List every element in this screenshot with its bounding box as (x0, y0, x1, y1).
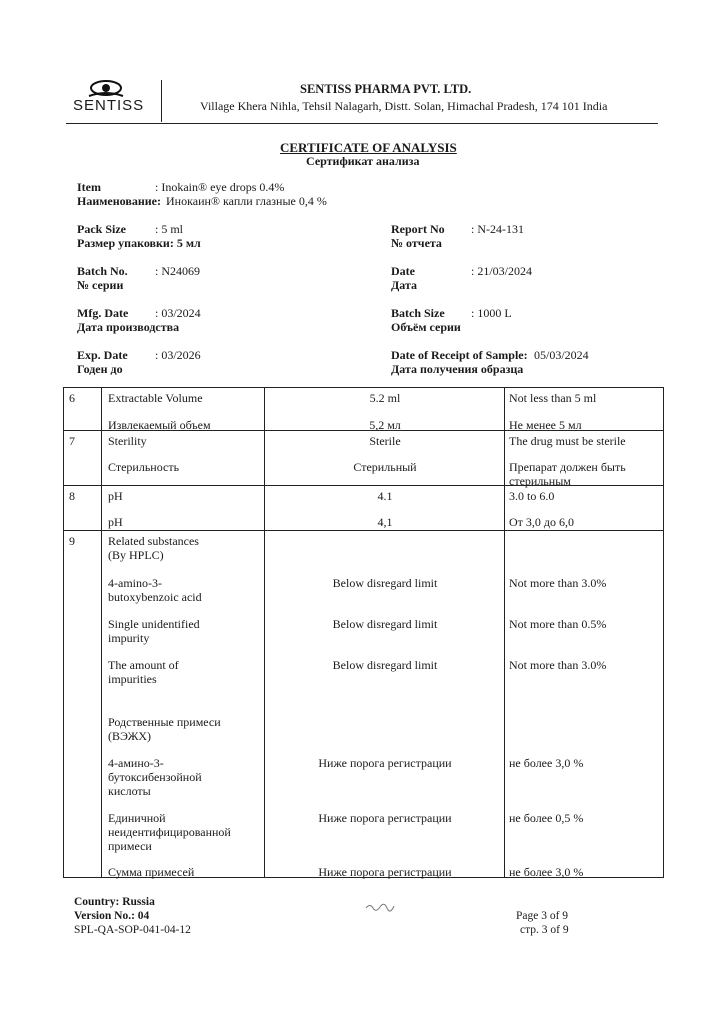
substance-1-spec: Not more than 3.0% (509, 576, 607, 590)
row-number: 6 (69, 391, 75, 405)
company-address: Village Khera Nihla, Tehsil Nalagarh, Distt. Solan, Himachal Pradesh, 174 101 India (200, 99, 608, 113)
pack-size-value: : 5 ml (155, 222, 184, 236)
table-row-6 (64, 388, 664, 431)
batch-no-ru: № серии (77, 278, 124, 292)
exp-date-label: Exp. Date (77, 348, 128, 362)
test-result: 5.2 ml (369, 391, 401, 405)
test-spec: The drug must be sterile (509, 434, 626, 448)
substance-3: The amount of impurities (108, 658, 179, 686)
substance-3-result-ru: Ниже порога регистрации (318, 865, 452, 879)
test-name-ru: pH (108, 515, 123, 529)
receipt-date-label: Date of Receipt of Sample: (391, 348, 528, 362)
substance-2-result-ru: Ниже порога регистрации (318, 811, 452, 825)
test-name-ru: Извлекаемый объем (108, 418, 211, 432)
substance-3-result: Below disregard limit (332, 658, 438, 672)
substance-2-ru: Единичной неидентифицированной примеси (108, 811, 231, 853)
table-row-7 (64, 431, 664, 486)
batch-size-value: : 1000 L (471, 306, 512, 320)
substance-1-result: Below disregard limit (332, 576, 438, 590)
substance-3-spec-ru: не более 3,0 % (509, 865, 584, 879)
item-label: Item (77, 180, 101, 194)
test-result-ru: Стерильный (353, 460, 417, 474)
mfg-date-value: : 03/2024 (155, 306, 201, 320)
receipt-date-value: 05/03/2024 (534, 348, 589, 362)
test-result-ru: 5,2 мл (369, 418, 401, 432)
table-row-9 (64, 531, 664, 878)
batch-no-value: : N24069 (155, 264, 200, 278)
date-ru: Дата (391, 278, 417, 292)
row-number: 7 (69, 434, 75, 448)
batch-size-label: Batch Size (391, 306, 445, 320)
footer-version: Version No.: 04 (74, 910, 150, 922)
results-table (63, 387, 664, 878)
test-spec-ru: От 3,0 до 6,0 (509, 515, 575, 529)
batch-no-label: Batch No. (77, 264, 128, 278)
substance-1-result-ru: Ниже порога регистрации (318, 756, 452, 770)
name-label: Наименование: (77, 194, 161, 208)
test-spec: Not less than 5 ml (509, 391, 597, 405)
footer-page-en: Page 3 of 9 (516, 910, 569, 922)
company-name: SENTISS PHARMA PVT. LTD. (300, 82, 472, 96)
row-number: 9 (69, 534, 75, 548)
substance-2-spec-ru: не более 0,5 % (509, 811, 584, 825)
row-number: 8 (69, 489, 75, 503)
substance-3-ru: Сумма примесей (108, 865, 195, 879)
substance-1-spec-ru: не более 3,0 % (509, 756, 584, 770)
test-name: Related substances (By HPLC) (108, 534, 199, 562)
report-no-ru: № отчета (391, 236, 442, 250)
test-name-ru: Стерильность (108, 460, 180, 474)
test-spec: 3.0 to 6.0 (509, 489, 555, 503)
name-value: Инокаин® капли глазные 0,4 % (166, 194, 327, 208)
date-value: : 21/03/2024 (471, 264, 533, 278)
pack-size-ru: Размер упаковки: 5 мл (77, 236, 201, 250)
substance-2-result: Below disregard limit (332, 617, 438, 631)
exp-date-value: : 03/2026 (155, 348, 201, 362)
table-row-8 (64, 486, 664, 531)
date-label: Date (391, 264, 415, 278)
header-divider (161, 80, 162, 122)
test-name-ru: Родственные примеси (ВЭЖХ) (108, 715, 221, 743)
report-no-label: Report No (391, 222, 445, 236)
substance-1: 4-amino-3-butoxybenzoic acid (108, 576, 202, 604)
receipt-date-ru: Дата получения образца (391, 362, 524, 376)
footer-country: Country: Russia (74, 896, 155, 908)
substance-3-spec: Not more than 3.0% (509, 658, 607, 672)
test-result: 4.1 (377, 489, 393, 503)
substance-1-ru: 4-амино-3-бутоксибензойной кислоты (108, 756, 202, 798)
document-title-ru: Сертификат анализа (306, 154, 420, 168)
substance-2-spec: Not more than 0.5% (509, 617, 607, 631)
test-name: Extractable Volume (108, 391, 203, 405)
pack-size-label: Pack Size (77, 222, 126, 236)
item-value: : Inokain® eye drops 0.4% (155, 180, 285, 194)
footer-sop-code: SPL-QA-SOP-041-04-12 (74, 924, 191, 936)
logo-text: SENTISS (73, 97, 145, 114)
test-result: Sterile (369, 434, 401, 448)
batch-size-ru: Объём серии (391, 320, 461, 334)
test-name: Sterility (108, 434, 147, 448)
substance-2: Single unidentified impurity (108, 617, 200, 645)
header-rule (66, 123, 658, 124)
footer-page-ru: стр. 3 of 9 (520, 924, 569, 936)
initials-scribble-icon (365, 902, 395, 912)
test-spec-ru: Препарат должен быть стерильным (509, 460, 626, 488)
test-spec-ru: Не менее 5 мл (509, 418, 582, 432)
test-name: pH (108, 489, 123, 503)
test-result-ru: 4,1 (377, 515, 393, 529)
mfg-date-label: Mfg. Date (77, 306, 129, 320)
mfg-date-ru: Дата производства (77, 320, 180, 334)
document-title: CERTIFICATE OF ANALYSIS (280, 140, 457, 155)
exp-date-ru: Годен до (77, 362, 123, 376)
report-no-value: : N-24-131 (471, 222, 524, 236)
